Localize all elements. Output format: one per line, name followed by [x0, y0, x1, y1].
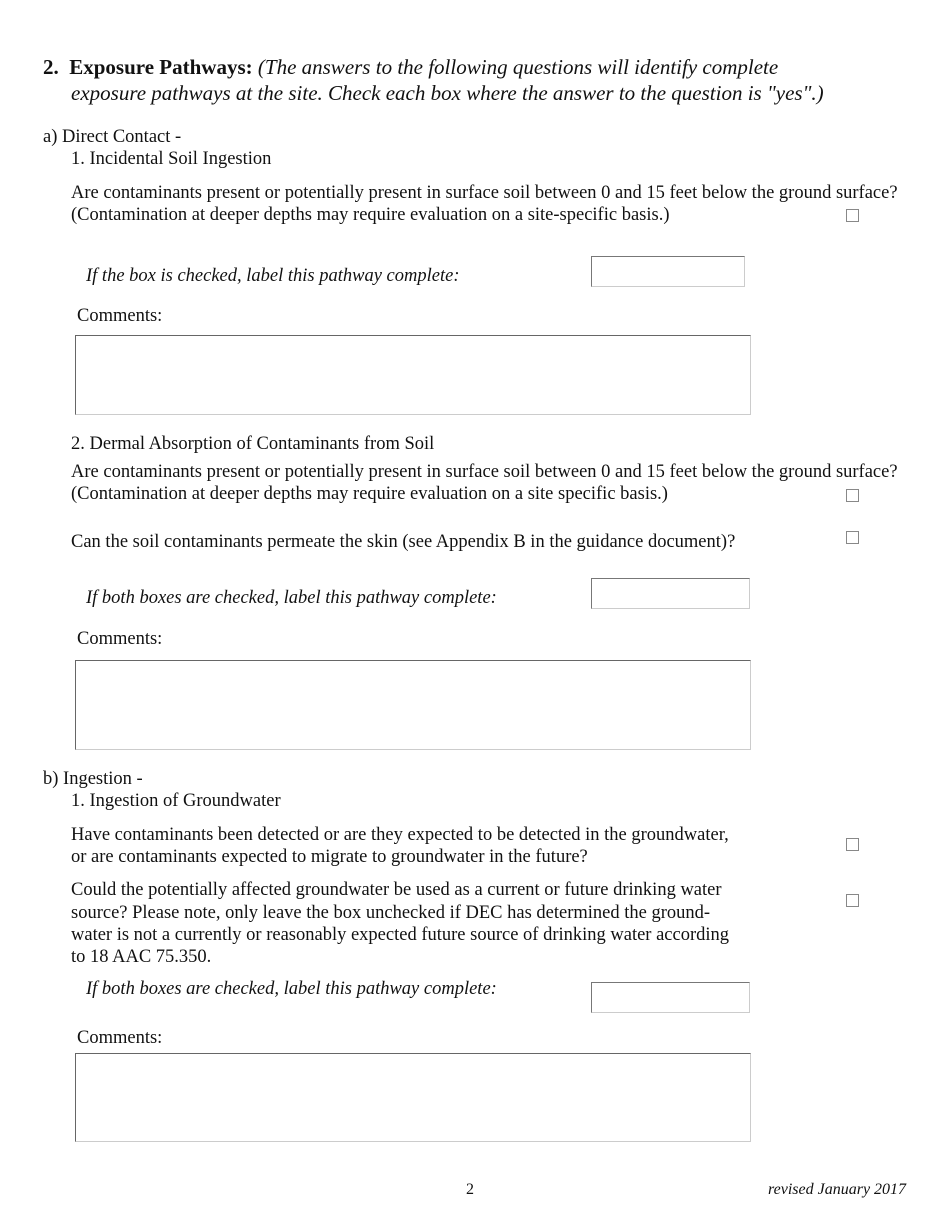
b-item1-title: 1. Ingestion of Groundwater: [71, 791, 281, 811]
a-item1-label-prompt: If the box is checked, label this pathway complete:: [86, 266, 460, 286]
a-item2-comments-field[interactable]: [75, 660, 751, 750]
b-item1-question2-line4: to 18 AAC 75.350.: [71, 947, 212, 967]
a-item2-question1-line1: Are contaminants present or potentially present in surface soil between 0 and 15 feet below the ground surface?: [71, 462, 898, 482]
a-item2-question2: Can the soil contaminants permeate the skin (see Appendix B in the guidance document)?: [71, 532, 736, 552]
b-item1-question2-line3: water is not a currently or reasonably expected future source of drinking water according: [71, 925, 730, 945]
section-title: Exposure Pathways:: [69, 55, 253, 79]
a-item2-question1-checkbox[interactable]: [846, 489, 859, 502]
a-item1-question-line2: (Contamination at deeper depths may require evaluation on a site-specific basis.): [71, 205, 670, 225]
section-intro-line1: (The answers to the following questions will identify complete: [257, 55, 779, 79]
b-item1-question1-line1: Have contaminants been detected or are they expected to be detected in the groundwater,: [71, 825, 729, 845]
a-item2-title: 2. Dermal Absorption of Contaminants from Soil: [71, 434, 435, 454]
a-item2-question2-checkbox[interactable]: [846, 531, 859, 544]
a-item2-pathway-label-field[interactable]: [591, 578, 750, 609]
a-item1-title: 1. Incidental Soil Ingestion: [71, 149, 272, 169]
section-heading: [43, 56, 778, 79]
b-item1-question1-checkbox[interactable]: [846, 838, 859, 851]
b-item1-comments-label: Comments:: [77, 1028, 163, 1048]
b-item1-pathway-label-field[interactable]: [591, 982, 750, 1013]
section-intro-line2: exposure pathways at the site. Check each box where the answer to the question is "yes".): [71, 81, 824, 105]
a-item1-question-line1: Are contaminants present or potentially present in surface soil between 0 and 15 feet below the ground surface?: [71, 183, 898, 203]
subsection-a-heading: a) Direct Contact -: [43, 127, 182, 147]
section-number: 2.: [43, 55, 59, 79]
a-item2-label-prompt: If both boxes are checked, label this pathway complete:: [86, 588, 497, 608]
a-item1-pathway-label-field[interactable]: [591, 256, 745, 287]
subsection-b-heading: b) Ingestion -: [43, 769, 143, 789]
b-item1-question2-line1: Could the potentially affected groundwater be used as a current or future drinking water: [71, 880, 722, 900]
a-item1-comments-label: Comments:: [77, 306, 163, 326]
b-item1-question1-line2: or are contaminants expected to migrate to groundwater in the future?: [71, 847, 588, 867]
b-item1-question2-checkbox[interactable]: [846, 894, 859, 907]
b-item1-question2-line2: source? Please note, only leave the box unchecked if DEC has determined the ground-: [71, 903, 711, 923]
a-item2-question1-line2: (Contamination at deeper depths may require evaluation on a site specific basis.): [71, 484, 668, 504]
a-item1-question-checkbox[interactable]: [846, 209, 859, 222]
a-item2-comments-label: Comments:: [77, 629, 163, 649]
b-item1-label-prompt: If both boxes are checked, label this pathway complete:: [86, 979, 497, 999]
revision-note: revised January 2017: [768, 1181, 907, 1198]
page-number: 2: [466, 1181, 474, 1198]
a-item1-comments-field[interactable]: [75, 335, 751, 415]
b-item1-comments-field[interactable]: [75, 1053, 751, 1142]
